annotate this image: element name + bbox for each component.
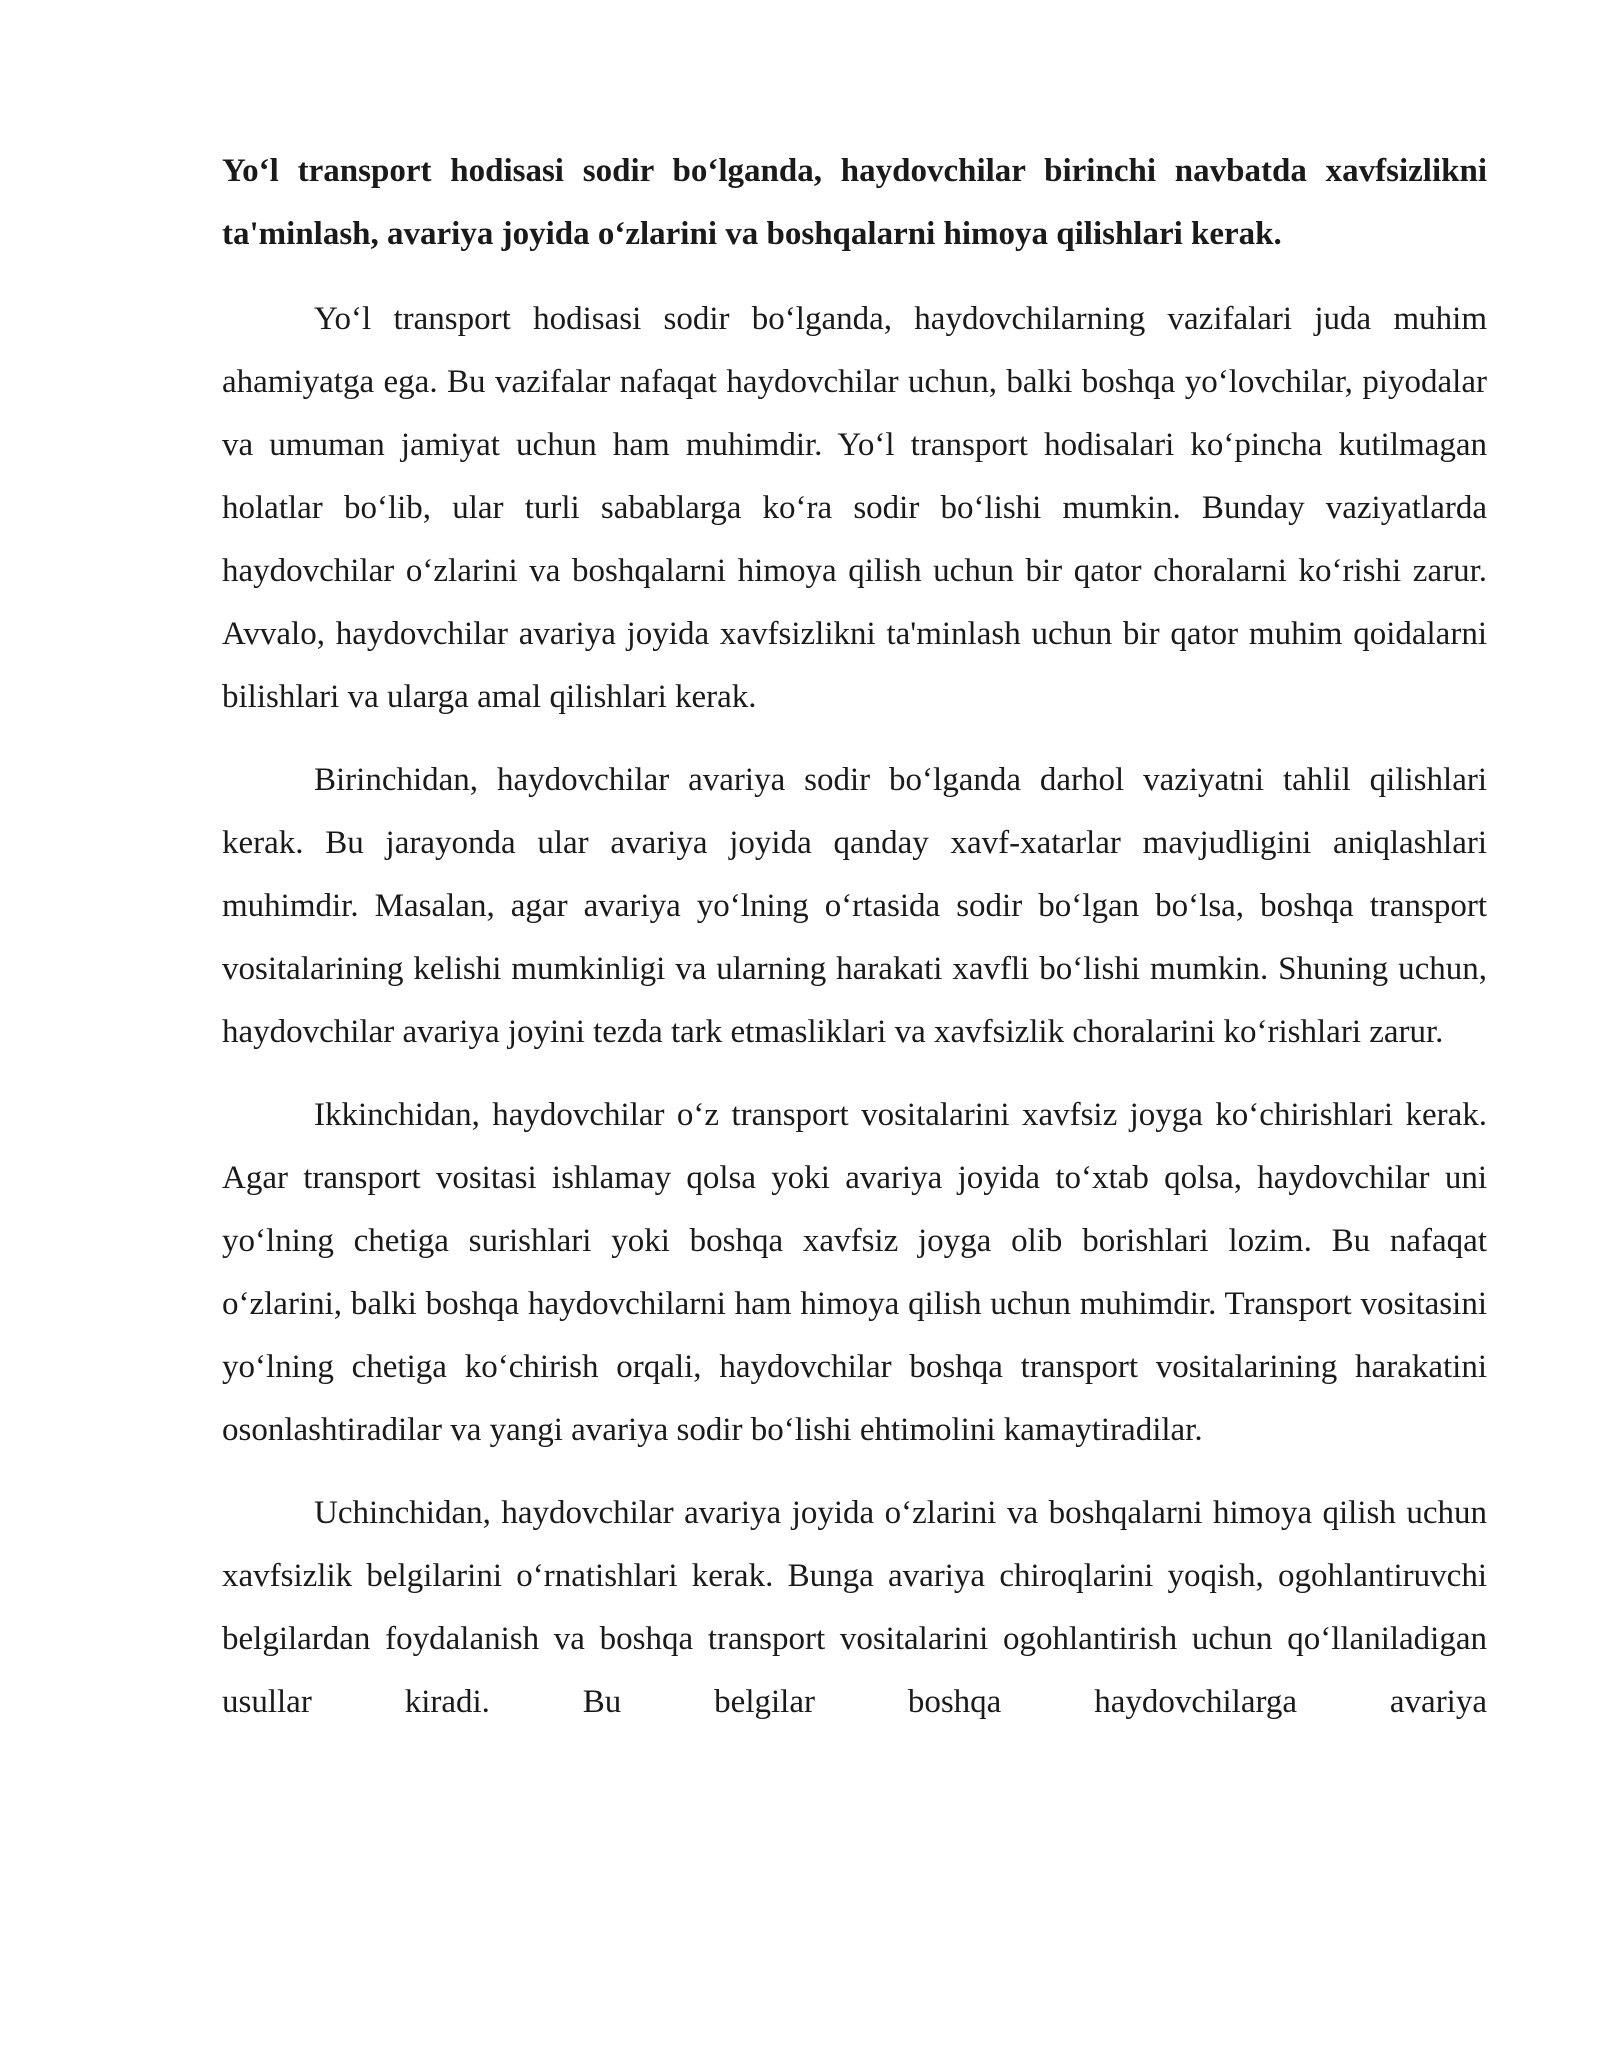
document-body xyxy=(222,140,1487,1754)
paragraph-1: Yo‘l transport hodisasi sodir bo‘lganda, haydovchilarning vazifalari juda muhim ahamiyatga ega. Bu vazifalar nafaqat haydovchilar uchun, balki boshqa yo‘lovchilar, piyodalar va umuman jamiyat uchun ham muhimdir. Yo‘l transport hodisalari ko‘pincha kutilmagan holatlar bo‘lib, ular turli sabablarga ko‘ra sodir bo‘lishi mumkin. Bunday vaziyatlarda haydovchilar o‘zlarini va boshqalarni himoya qilish uchun bir qator choralarni ko‘rishi zarur. Avvalo, haydovchilar avariya joyida xavfsizlikni ta'minlash uchun bir qator muhim qoidalarni bilishlari va ularga amal qilishlari kerak. xyxy=(222,301,1487,715)
paragraph-2: Birinchidan, haydovchilar avariya sodir bo‘lganda darhol vaziyatni tahlil qilishlari kerak. Bu jarayonda ular avariya joyida qanday xavf-xatarlar mavjudligini aniqlashlari muhimdir. Masalan, agar avariya yo‘lning o‘rtasida sodir bo‘lgan bo‘lsa, boshqa transport vositalarining kelishi mumkinligi va ularning harakati xavfli bo‘lishi mumkin. Shuning uchun, haydovchilar avariya joyini tezda tark etmasliklari va xavfsizlik choralarini ko‘rishlari zarur. xyxy=(222,762,1487,1050)
document-heading: Yo‘l transport hodisasi sodir bo‘lganda, haydovchilar birinchi navbatda xavfsizlikni ta'minlash, avariya joyida o‘zlarini va boshqalarni himoya qilishlari kerak. xyxy=(222,153,1487,252)
paragraph-4: Uchinchidan, haydovchilar avariya joyida o‘zlarini va boshqalarni himoya qilish uchun xavfsizlik belgilarini o‘rnatishlari kerak. Bunga avariya chiroqlarini yoqish, ogohlantiruvchi belgilardan foydalanish va boshqa transport vositalarini ogohlantirish uchun qo‘llaniladigan usullar kiradi. Bu belgilar boshqa haydovchilarga avariya xyxy=(222,1495,1487,1720)
paragraph-3: Ikkinchidan, haydovchilar o‘z transport vositalarini xavfsiz joyga ko‘chirishlari kerak. Agar transport vositasi ishlamay qolsa yoki avariya joyida to‘xtab qolsa, haydovchilar uni yo‘lning chetiga surishlari yoki boshqa xavfsiz joyga olib borishlari lozim. Bu nafaqat o‘zlarini, balki boshqa haydovchilarni ham himoya qilish uchun muhimdir. Transport vositasini yo‘lning chetiga ko‘chirish orqali, haydovchilar boshqa transport vositalarining harakatini osonlashtiradilar va yangi avariya sodir bo‘lishi ehtimolini kamaytiradilar. xyxy=(222,1097,1487,1448)
